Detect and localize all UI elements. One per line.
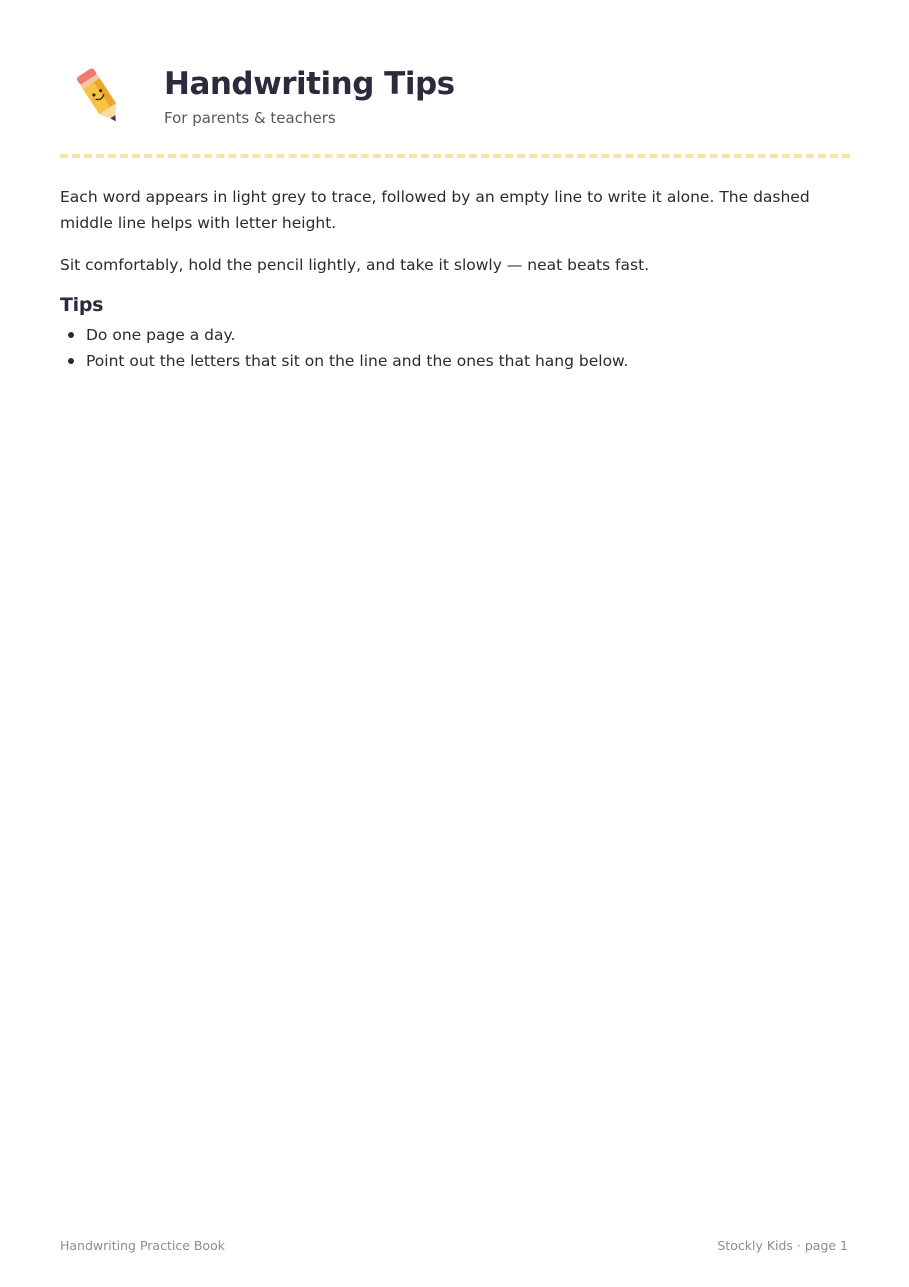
tips-heading: Tips (60, 294, 104, 316)
tips-list (60, 322, 850, 374)
bullet-icon (68, 358, 74, 364)
intro-paragraph: Each word appears in light grey to trace, followed by an empty line to write it alone. The dashed middle line helps with letter height. (60, 188, 810, 232)
page-subtitle: For parents & teachers (164, 109, 336, 127)
list-item (86, 348, 850, 374)
footer-page-number: Stockly Kids · page 1 (717, 1238, 848, 1253)
pencil-icon (68, 64, 132, 130)
posture-paragraph: Sit comfortably, hold the pencil lightly, and take it slowly — neat beats fast. (60, 256, 650, 274)
page-title: Handwriting Tips (164, 66, 455, 102)
page-header (60, 62, 850, 136)
header-divider (60, 154, 850, 158)
tip-text: Point out the letters that sit on the line and the ones that hang below. (86, 352, 629, 370)
list-item (86, 322, 850, 348)
tip-text: Do one page a day. (86, 326, 236, 344)
footer-book-title: Handwriting Practice Book (60, 1238, 225, 1253)
bullet-icon (68, 332, 74, 338)
main-content (60, 184, 850, 374)
